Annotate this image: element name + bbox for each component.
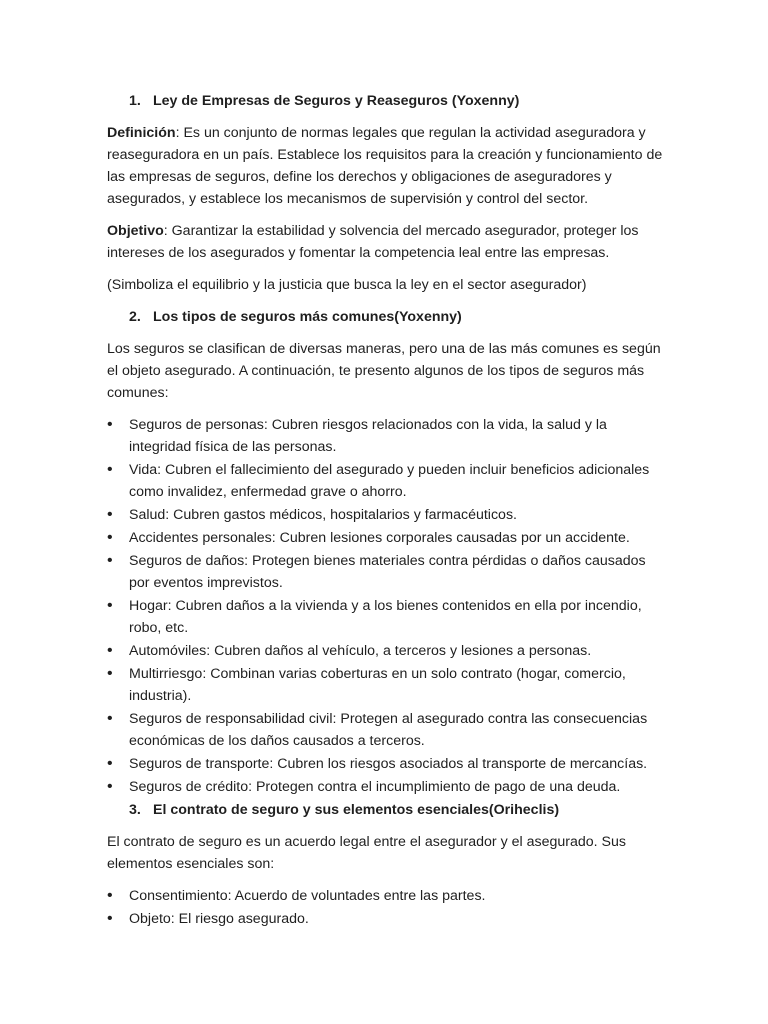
list-item: • Consentimiento: Acuerdo de voluntades entre las partes.	[107, 885, 663, 907]
list-item: • Objeto: El riesgo asegurado.	[107, 908, 663, 930]
document-page	[107, 90, 663, 931]
list-item: • Multirriesgo: Combinan varias coberturas en un solo contrato (hogar, comercio, industria).	[107, 663, 663, 707]
section-2-title: Los tipos de seguros más comunes(Yoxenny)	[153, 309, 462, 325]
section-1-title: Ley de Empresas de Seguros y Reaseguros (Yoxenny)	[153, 93, 520, 109]
list-item: • Seguros de transporte: Cubren los riesgos asociados al transporte de mercancías.	[107, 753, 663, 775]
list-item: • Seguros de personas: Cubren riesgos relacionados con la vida, la salud y la integridad física de las personas.	[107, 414, 663, 458]
list-item: • Vida: Cubren el fallecimiento del asegurado y pueden incluir beneficios adicionales como invalidez, enfermedad grave o ahorro.	[107, 459, 663, 503]
list-item: • Accidentes personales: Cubren lesiones corporales causadas por un accidente.	[107, 527, 663, 549]
section-1-number: 1.	[129, 93, 141, 109]
definicion-text: : Es un conjunto de normas legales que regulan la actividad aseguradora y reaseguradora en un país. Establece los requisitos para la creación y funcionamiento de las empresas de seguros, define los derechos y obligaciones de aseguradores y asegurados, y establece los mecanismos de supervisión y control del sector.	[107, 125, 663, 207]
list-item: • Seguros de responsabilidad civil: Protegen al asegurado contra las consecuencias económicas de los daños causados a terceros.	[107, 708, 663, 752]
definicion-label: Definición	[107, 125, 176, 141]
list-item: • Hogar: Cubren daños a la vivienda y a los bienes contenidos en ella por incendio, robo, etc.	[107, 595, 663, 639]
section-2-number: 2.	[129, 309, 141, 325]
section-3-intro: El contrato de seguro es un acuerdo legal entre el asegurador y el asegurado. Sus elementos esenciales son:	[107, 834, 626, 872]
contract-elements-list	[107, 885, 663, 930]
insurance-types-list	[107, 414, 663, 798]
list-item: • Automóviles: Cubren daños al vehículo, a terceros y lesiones a personas.	[107, 640, 663, 662]
objetivo-label: Objetivo	[107, 223, 164, 239]
section-2-heading	[107, 306, 663, 328]
section-3-title: El contrato de seguro y sus elementos esenciales(Oriheclis)	[153, 802, 560, 818]
section-3-number: 3.	[129, 802, 141, 818]
definicion-paragraph	[107, 122, 663, 210]
objetivo-text: : Garantizar la estabilidad y solvencia del mercado asegurador, proteger los intereses de los asegurados y fomentar la competencia leal entre las empresas.	[107, 223, 639, 261]
list-item: • Seguros de daños: Protegen bienes materiales contra pérdidas o daños causados por eventos imprevistos.	[107, 550, 663, 594]
objetivo-paragraph	[107, 220, 663, 264]
list-item: • Seguros de crédito: Protegen contra el incumplimiento de pago de una deuda.	[107, 776, 663, 798]
section-1-note: (Simboliza el equilibrio y la justicia que busca la ley en el sector asegurador)	[107, 277, 587, 293]
section-3-heading	[107, 799, 663, 821]
section-1-heading	[107, 90, 663, 112]
list-item: • Salud: Cubren gastos médicos, hospitalarios y farmacéuticos.	[107, 504, 663, 526]
section-2-intro: Los seguros se clasifican de diversas maneras, pero una de las más comunes es según el objeto asegurado. A continuación, te presento algunos de los tipos de seguros más comunes:	[107, 341, 661, 401]
